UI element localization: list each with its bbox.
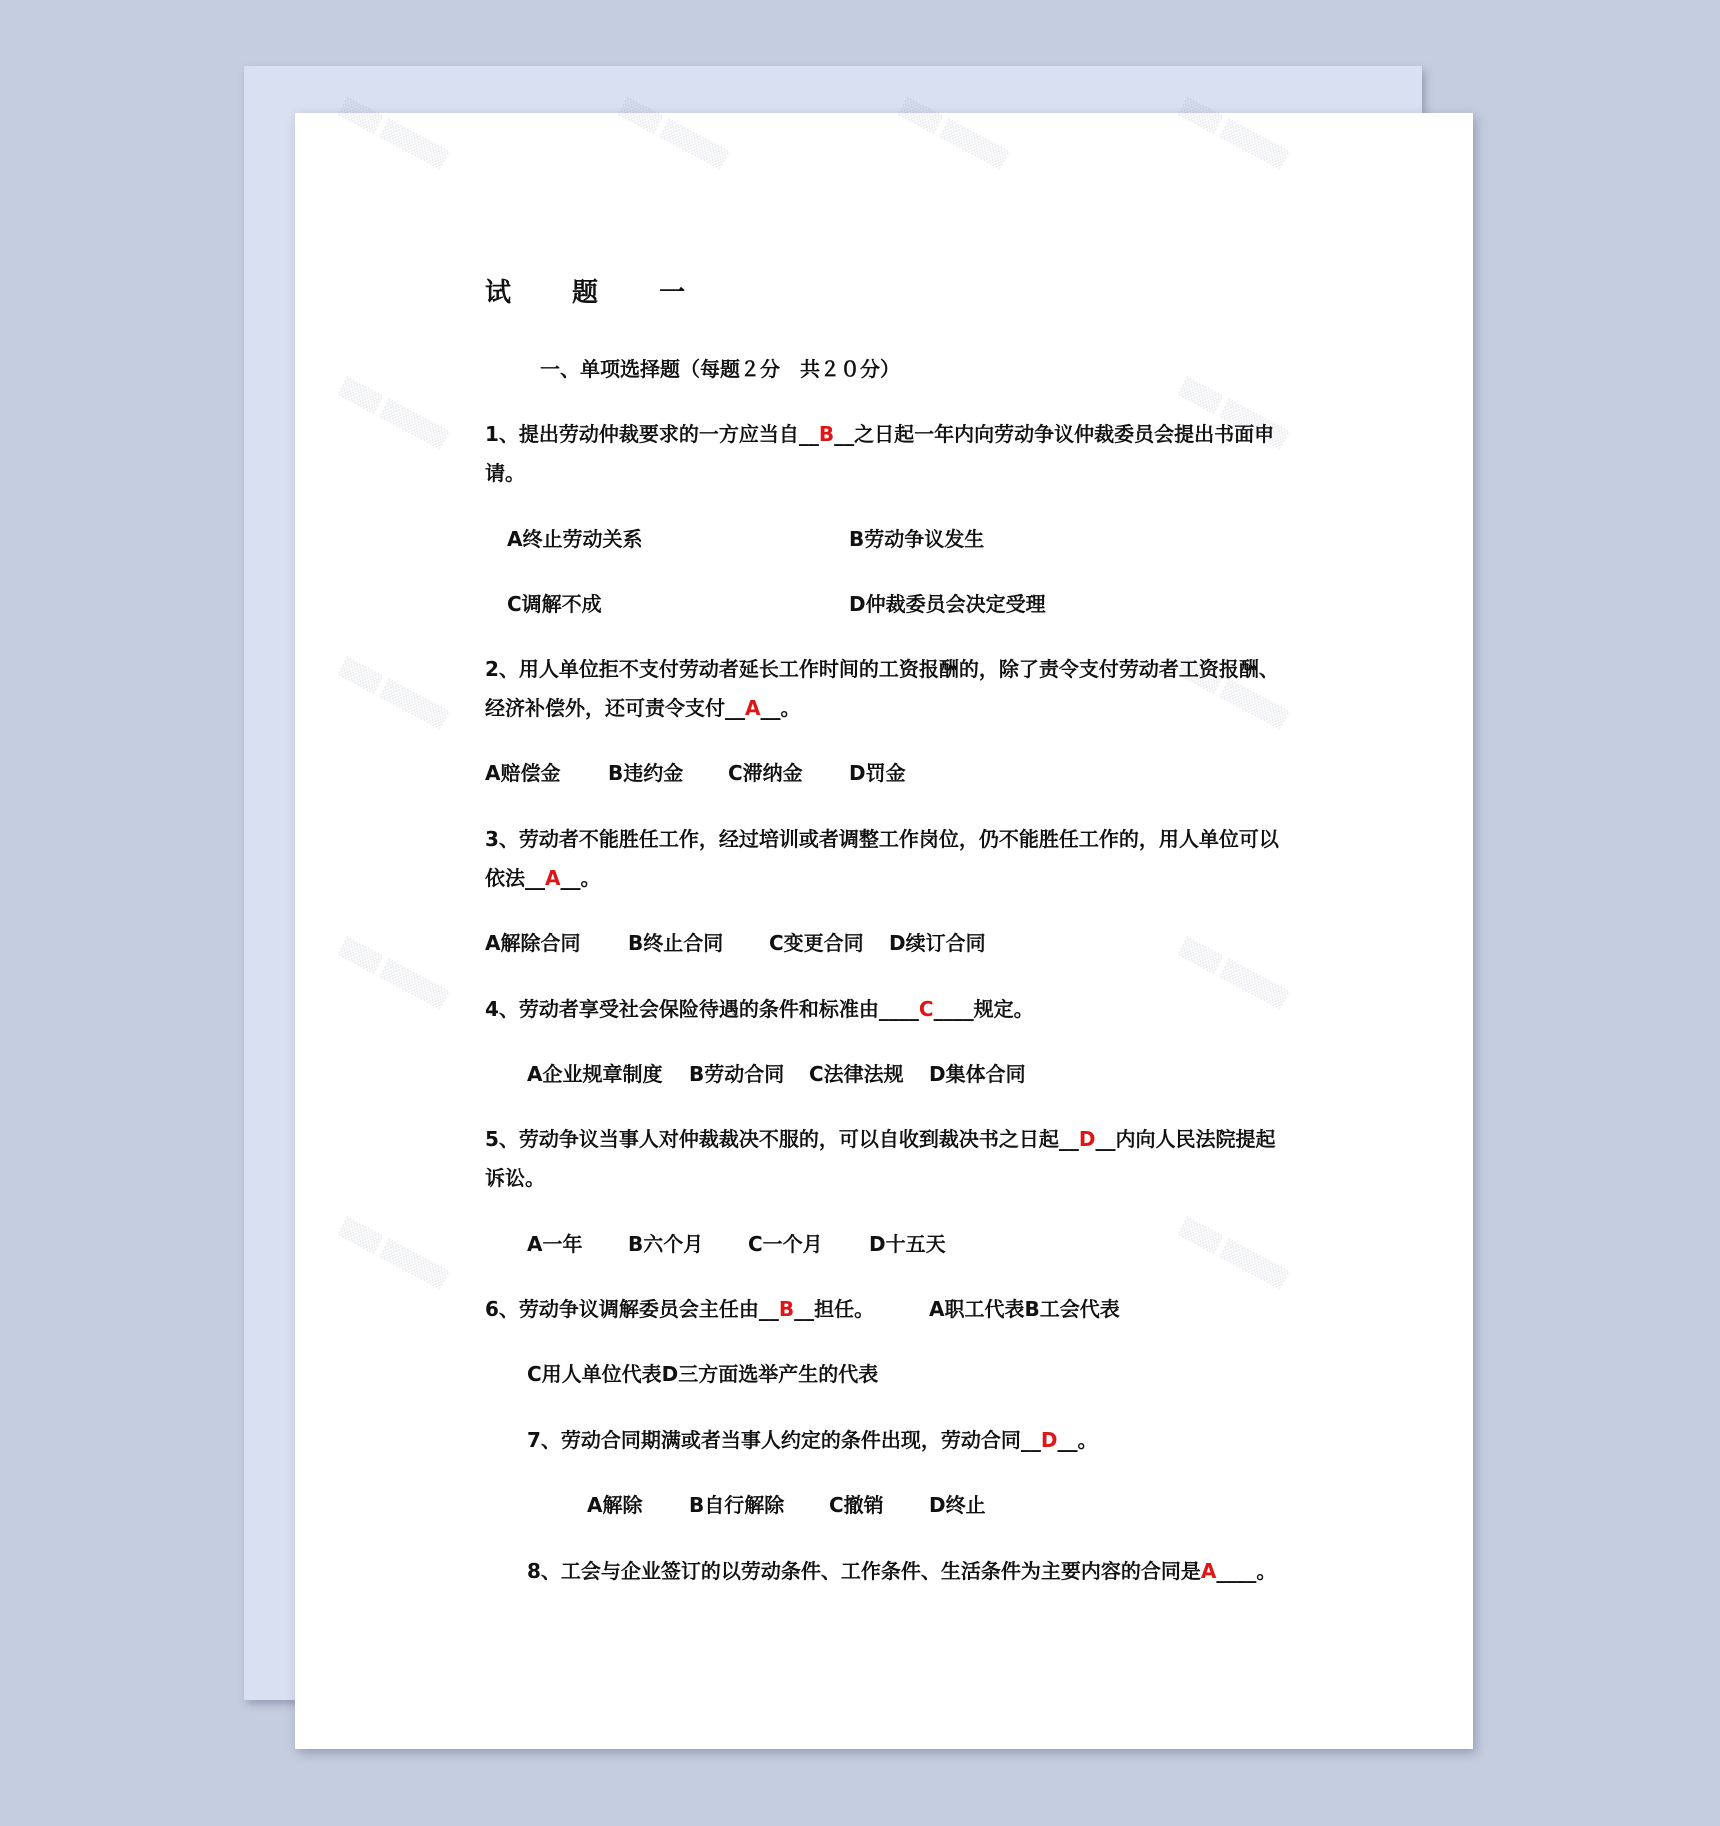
watermark: ▒▒▒ ▒▒▒▒▒	[1176, 656, 1290, 731]
option-b: B自行解除	[689, 1493, 785, 1517]
option-b: B终止合同	[628, 931, 724, 955]
option-a: A解除	[587, 1493, 643, 1517]
question-text: __担任。	[794, 1297, 875, 1321]
answer-mark: B	[778, 1297, 795, 1321]
option-d: D集体合同	[929, 1062, 1026, 1086]
watermark: ▒▒▒ ▒▒▒▒▒	[896, 96, 1010, 171]
question-text: __内向人民法院提起	[1095, 1127, 1276, 1151]
option-b: B六个月	[628, 1232, 704, 1256]
answer-mark: A	[545, 866, 561, 890]
question-text: __。	[760, 696, 801, 720]
question-1-line-2: 请。	[485, 461, 525, 485]
answer-mark: C	[918, 997, 934, 1021]
answer-mark: B	[818, 422, 835, 446]
option-a: A终止劳动关系	[507, 527, 643, 551]
question-3-line-2	[485, 866, 600, 890]
answer-mark: A	[745, 696, 761, 720]
question-2-line-2	[485, 696, 800, 720]
question-6-options-inline: A职工代表B工会代表	[929, 1297, 1120, 1321]
question-3-line-1: 3、劳动者不能胜任工作，经过培训或者调整工作岗位，仍不能胜任工作的，用人单位可以	[485, 827, 1279, 851]
question-8-line-1	[527, 1559, 1276, 1583]
question-5-line-2: 诉讼。	[485, 1166, 545, 1190]
question-text: 6、劳动争议调解委员会主任由__	[485, 1297, 779, 1321]
question-6-line-1	[485, 1297, 874, 1321]
option-d: D十五天	[869, 1232, 946, 1256]
option-c: C调解不成	[507, 592, 602, 616]
question-text: 7、劳动合同期满或者当事人约定的条件出现，劳动合同__	[527, 1428, 1041, 1452]
watermark: ▒▒▒ ▒▒▒▒▒	[616, 96, 730, 171]
question-4-line-1	[485, 997, 1034, 1021]
answer-mark: D	[1078, 1127, 1096, 1151]
question-7-line-1	[527, 1428, 1098, 1452]
question-1-line-1	[485, 422, 1274, 446]
question-text: 经济补偿外，还可责令支付__	[485, 696, 745, 720]
option-c: C变更合同	[769, 931, 864, 955]
option-b: B违约金	[608, 761, 684, 785]
question-5-line-1	[485, 1127, 1276, 1151]
answer-mark: D	[1040, 1428, 1058, 1452]
watermark: ▒▒▒ ▒▒▒▒▒	[1176, 96, 1290, 171]
question-text: __之日起一年内向劳动争议仲裁委员会提出书面申	[834, 422, 1275, 446]
watermark: ▒▒▒ ▒▒▒▒▒	[1176, 376, 1290, 451]
option-b: B劳动合同	[689, 1062, 785, 1086]
option-a: A赔偿金	[485, 761, 561, 785]
watermark: ▒▒▒ ▒▒▒▒▒	[336, 936, 450, 1011]
option-b: B劳动争议发生	[849, 527, 985, 551]
question-text: ____。	[1216, 1559, 1277, 1583]
question-text: __。	[1057, 1428, 1098, 1452]
question-6-options-line-2: C用人单位代表D三方面选举产生的代表	[527, 1362, 879, 1386]
option-d: D仲裁委员会决定受理	[849, 592, 1046, 616]
watermark: ▒▒▒ ▒▒▒▒▒	[336, 96, 450, 171]
option-a: A一年	[527, 1232, 583, 1256]
option-c: C撤销	[829, 1493, 884, 1517]
question-text: ____规定。	[933, 997, 1034, 1021]
option-a: A企业规章制度	[527, 1062, 663, 1086]
option-d: D终止	[929, 1493, 986, 1517]
option-c: C法律法规	[809, 1062, 904, 1086]
question-text: 5、劳动争议当事人对仲裁裁决不服的，可以自收到裁决书之日起__	[485, 1127, 1079, 1151]
watermark: ▒▒▒ ▒▒▒▒▒	[1176, 1216, 1290, 1291]
watermark: ▒▒▒ ▒▒▒▒▒	[336, 376, 450, 451]
option-a: A解除合同	[485, 931, 581, 955]
question-2-line-1: 2、用人单位拒不支付劳动者延长工作时间的工资报酬的，除了责令支付劳动者工资报酬、	[485, 657, 1279, 681]
option-d: D续订合同	[889, 931, 986, 955]
option-d: D罚金	[849, 761, 906, 785]
watermark: ▒▒▒ ▒▒▒▒▒	[336, 1216, 450, 1291]
question-text: 4、劳动者享受社会保险待遇的条件和标准由____	[485, 997, 919, 1021]
option-c: C滞纳金	[728, 761, 803, 785]
question-text: 1、提出劳动仲裁要求的一方应当自__	[485, 422, 819, 446]
watermark: ▒▒▒ ▒▒▒▒▒	[1176, 936, 1290, 1011]
question-text: 依法__	[485, 866, 545, 890]
answer-mark: A	[1200, 1559, 1217, 1583]
watermark: ▒▒▒ ▒▒▒▒▒	[336, 656, 450, 731]
question-text: __。	[560, 866, 601, 890]
document-title: 试 题 一	[485, 278, 712, 308]
section-heading: 一、单项选择题（每题２分 共２０分）	[540, 357, 900, 381]
option-c: C一个月	[748, 1232, 823, 1256]
question-text: 8、工会与企业签订的以劳动条件、工作条件、生活条件为主要内容的合同是	[527, 1559, 1201, 1583]
document-page	[295, 96, 1473, 1749]
